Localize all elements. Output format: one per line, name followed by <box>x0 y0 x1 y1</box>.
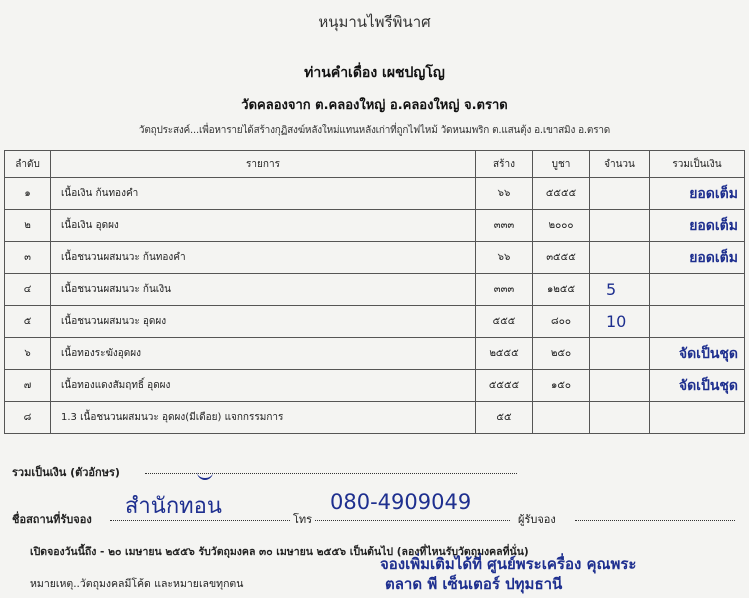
header-no: ลำดับ <box>5 151 51 178</box>
receiver-field[interactable] <box>575 510 735 521</box>
table-row <box>5 306 745 338</box>
row-price: ๘๐๐ <box>533 306 590 338</box>
qty-value: 5 <box>606 280 617 299</box>
shop-field[interactable] <box>110 510 290 521</box>
row-price: ๑๕๐ <box>533 370 590 402</box>
table-row <box>5 370 745 402</box>
extra-booking-line-1: จองเพิ่มเติมได้ที่ ศูนย์พระเครื่อง คุณพระ <box>380 555 637 573</box>
extra-booking-line-2: ตลาด พี เซ็นเตอร์ ปทุมธานี <box>385 575 563 593</box>
row-made: ๓๓๓ <box>476 274 533 306</box>
receiver-label: ผู้รับจอง <box>518 513 556 526</box>
row-total[interactable] <box>650 306 745 338</box>
row-made: ๖๖ <box>476 242 533 274</box>
row-item: เนื้อชนวนผสมนวะ ก้นเงิน <box>51 274 476 306</box>
row-total[interactable] <box>650 274 745 306</box>
pen-mark <box>197 470 213 480</box>
row-no: ๑ <box>5 178 51 210</box>
header-item: รายการ <box>51 151 476 178</box>
sum-in-words-label: รวมเป็นเงิน (ตัวอักษร) <box>12 466 120 479</box>
row-made: ๕๕๕ <box>476 306 533 338</box>
table-row <box>5 402 745 434</box>
row-qty[interactable] <box>590 402 650 434</box>
row-total[interactable] <box>650 242 745 274</box>
row-qty[interactable] <box>590 178 650 210</box>
header-price: บูชา <box>533 151 590 178</box>
row-made: ๒๕๕๕ <box>476 338 533 370</box>
row-item: เนื้อชนวนผสมนวะ ก้นทองคำ <box>51 242 476 274</box>
header-total: รวมเป็นเงิน <box>650 151 745 178</box>
phone-handwritten: 080-4909049 <box>330 490 472 514</box>
row-item: เนื้อเงิน ก้นทองคำ <box>51 178 476 210</box>
row-made: ๓๓๓ <box>476 210 533 242</box>
row-qty[interactable] <box>590 306 650 338</box>
row-price: ๒๕๐ <box>533 338 590 370</box>
row-no: ๓ <box>5 242 51 274</box>
shop-label: ชื่อสถานที่รับจอง <box>12 513 92 526</box>
row-total[interactable] <box>650 178 745 210</box>
total-value: ยอดเต็ม <box>689 249 738 266</box>
order-table <box>4 150 745 434</box>
table-row <box>5 274 745 306</box>
amulet-name: หนุมานไพรีพินาศ <box>318 13 431 31</box>
row-price: ๓๕๕๕ <box>533 242 590 274</box>
row-made: ๕๕ <box>476 402 533 434</box>
table-row <box>5 338 745 370</box>
row-item: 1.3 เนื้อชนวนผสมนวะ อุดผง(มีเดือย) แจกกรรมการ <box>51 402 476 434</box>
shop-name-handwritten: สำนักทอน <box>125 494 222 519</box>
booking-period-line: เปิดจองวันนี้ถึง - ๒๐ เมษายน ๒๕๕๖ รับวัตถุมงคล ๓๐ เมษายน ๒๕๕๖ เป็นต้นไป (ลองที่ไหนรับวัตถุมงคลที่นั่น) <box>30 546 529 558</box>
tel-label: โทร <box>293 513 313 526</box>
header-qty: จำนวน <box>590 151 650 178</box>
row-no: ๗ <box>5 370 51 402</box>
table-row <box>5 210 745 242</box>
total-value: จัดเป็นชุด <box>678 345 738 362</box>
remark-line: หมายเหตุ..วัตถุมงคลมีโค้ด และหมายเลขทุกตน <box>30 578 244 590</box>
row-price: ๒๐๐๐ <box>533 210 590 242</box>
row-made: ๕๕๕๕ <box>476 370 533 402</box>
row-item: เนื้อเงิน อุดผง <box>51 210 476 242</box>
row-price: ๑๒๕๕ <box>533 274 590 306</box>
row-no: ๕ <box>5 306 51 338</box>
qty-value: 10 <box>606 312 627 331</box>
row-price <box>533 402 590 434</box>
monk-name: ท่านคำเดื่อง เผชปญโญ <box>304 65 445 81</box>
row-total[interactable] <box>650 402 745 434</box>
row-no: ๘ <box>5 402 51 434</box>
temple-address: วัดคลองจาก ต.คลองใหญ่ อ.คลองใหญ่ จ.ตราด <box>241 98 508 113</box>
purpose-line: วัตถุประสงค์...เพื่อหารายได้สร้างกุฏิสงฆ์หลังใหม่แทนหลังเก่าที่ถูกไฟไหม้ วัดหนมพริก ต.แสนตุ้ง อ.เขาสมิง อ.ตราด <box>138 125 611 136</box>
row-no: ๔ <box>5 274 51 306</box>
row-item: เนื้อทองระฆังอุดผง <box>51 338 476 370</box>
tel-field[interactable] <box>315 510 510 521</box>
row-item: เนื้อทองแดงสัมฤทธิ์ อุดผง <box>51 370 476 402</box>
row-qty[interactable] <box>590 370 650 402</box>
table-row <box>5 178 745 210</box>
row-no: ๒ <box>5 210 51 242</box>
total-value: ยอดเต็ม <box>689 185 738 202</box>
row-qty[interactable] <box>590 210 650 242</box>
row-made: ๖๖ <box>476 178 533 210</box>
row-qty[interactable] <box>590 242 650 274</box>
row-qty[interactable] <box>590 338 650 370</box>
total-value: ยอดเต็ม <box>689 217 738 234</box>
table-header-row <box>5 151 745 178</box>
row-total[interactable] <box>650 210 745 242</box>
row-item: เนื้อชนวนผสมนวะ อุดผง <box>51 306 476 338</box>
table-row <box>5 242 745 274</box>
total-value: จัดเป็นชุด <box>678 377 738 394</box>
row-total[interactable] <box>650 338 745 370</box>
row-no: ๖ <box>5 338 51 370</box>
row-price: ๕๕๕๕ <box>533 178 590 210</box>
header-made: สร้าง <box>476 151 533 178</box>
row-total[interactable] <box>650 370 745 402</box>
row-qty[interactable] <box>590 274 650 306</box>
